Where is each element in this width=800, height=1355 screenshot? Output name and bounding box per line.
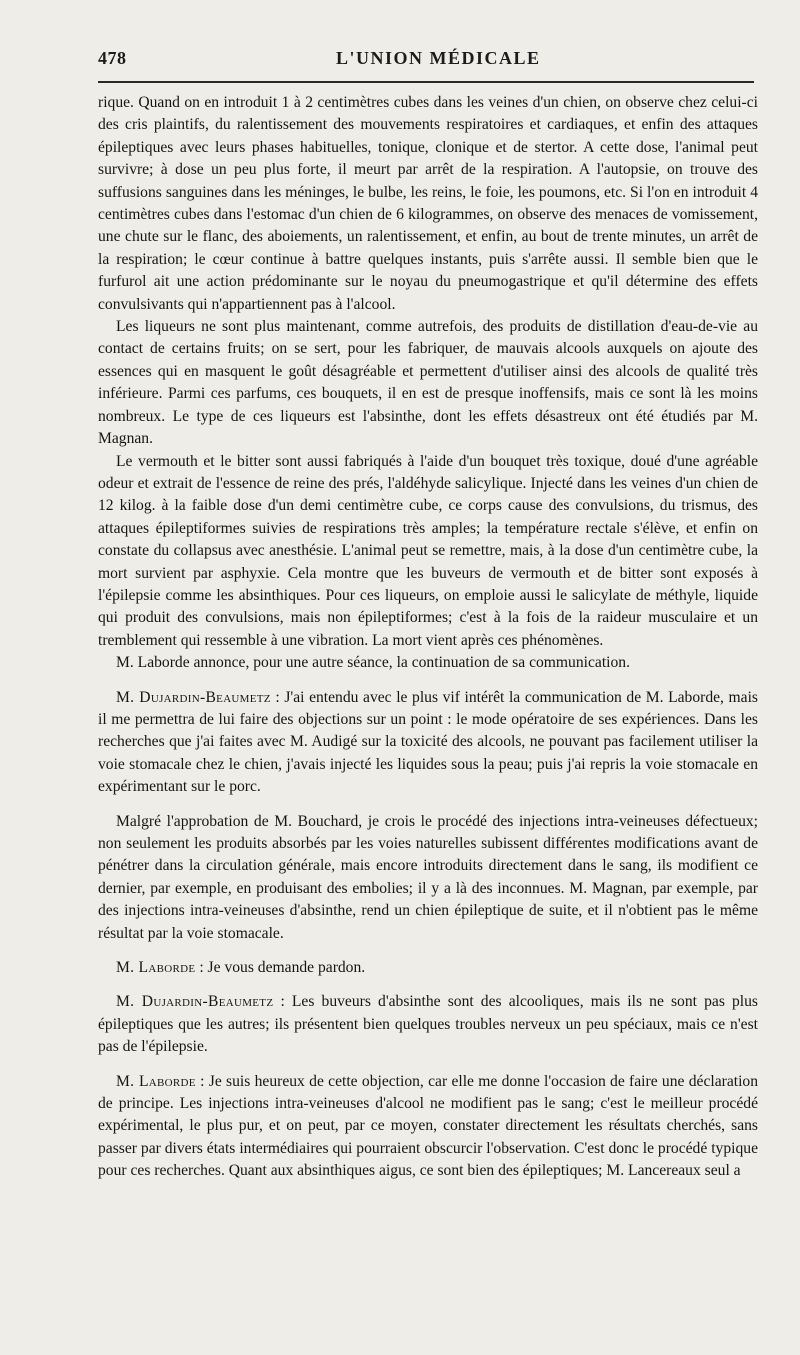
paragraph-liqueurs: Les liqueurs ne sont plus maintenant, comme autrefois, des produits de distillation d'eau-de-vie au contact de certains fruits; on se sert, pour les fabriquer, de mauvais alcools auxquels on ajoute des essences qui en masquent le goût désagréable et permettent d'utiliser ainsi des alcools de qualité très inférieure. Parmi ces parfums, ces bouquets, il en est de presque inoffensifs, mais ce sont là les moins nombreux. Le type de ces liqueurs est l'absinthe, dont les effets désastreux ont été étudiés par M. Magnan.	[98, 318, 758, 448]
speaker-name: M. Laborde	[116, 959, 196, 977]
paragraph-laborde-pardon	[98, 957, 758, 979]
paragraph-intraveineuses: Malgré l'approbation de M. Bouchard, je crois le procédé des injections intra-veineuses défectueux; non seulement les produits absorbés par les voies naturelles subissent différentes modifications avant de pénétrer dans la circulation générale, mais encore introduits directement dans le sang, ils modifient ce dernier, par exemple, en produisant des embolies; il y a là des inconnues. M. Magnan, par exemple, par des injections intra-veineuses d'absinthe, rend un chien épileptique de suite, et il n'obtient pas le même résultat par la voie stomacale.	[98, 812, 758, 942]
speech-text: : Je suis heureux de cette objection, car elle me donne l'occasion de faire une déclaration de principe. Les injections intra-veineuses d'alcool ne modifient pas le sang; c'est le meilleur procédé expérimental, le plus pur, et on peut, par ce moyen, constater directement les résultats cherchés, sans passer par divers états intermédiaires qui pourraient obscurcir l'observation. C'est donc le procédé typique pour ces recherches. Quant aux absinthiques aigus, ce sont bien des épileptiques; M. Lancereaux seul a	[98, 1072, 759, 1180]
paragraph-laborde-announcement: M. Laborde annonce, pour une autre séance, la continuation de sa communication.	[116, 654, 630, 672]
page-number: 478	[98, 48, 127, 68]
header-rule	[98, 81, 754, 83]
journal-title: L'UNION MÉDICALE	[336, 48, 541, 68]
paragraph-laborde-reply	[98, 1071, 758, 1183]
paragraph-vermouth: Le vermouth et le bitter sont aussi fabriqués à l'aide d'un bouquet très toxique, doué d'une agréable odeur et extrait de l'essence de reine des prés, l'aldéhyde salicylique. Injecté dans les veines d'un chien de 12 kilog. à la faible dose d'un demi centimètre cube, ce corps cause des convulsions, du trismus, des attaques épileptiformes suivies de respirations très amples; la température rectale s'élève, et enfin on constate du collapsus avec anesthésie. L'animal peut se remettre, mais, à la dose d'un centimètre cube, la mort survient par asphyxie. Cela montre que les buveurs de vermouth et de bitter sont exposés à l'épilepsie comme les absinthiques. Pour ces liqueurs, on emploie aussi le salicylate de méthyle, liquide qui produit des convulsions, mais non épileptiformes; c'est à la fois de la raideur musculaire et un tremblement qui ressemble à une vibration. La mort vient après ces phénomènes.	[98, 452, 758, 649]
speaker-name: M. Dujardin-Beaumetz	[116, 993, 274, 1011]
speaker-name: M. Dujardin-Beaumetz	[116, 688, 271, 706]
speech-text: : Je vous demande pardon.	[195, 959, 366, 977]
speaker-name: M. Laborde	[116, 1072, 196, 1090]
paragraph-dujardin-objection	[98, 687, 758, 799]
speech-text: : J'ai entendu avec le plus vif intérêt la communication de M. Laborde, mais il me permettra de lui faire des objections sur un point : le mode opératoire de ses expériences. Dans les recherches que j'ai faites avec M. Audigé sur la toxicité des alcools, ne pouvant pas facilement utiliser la voie stomacale chez le chien, j'avais injecté les liquides sous la peau; puis j'ai repris la voie stomacale en expérimentant sur le porc.	[98, 688, 758, 796]
paragraph-dujardin-buveurs	[98, 991, 758, 1058]
page-header	[98, 48, 754, 78]
article-body	[98, 92, 758, 1183]
paragraph-furfurol: rique. Quand on en introduit 1 à 2 centimètres cubes dans les veines d'un chien, on observe chez celui-ci des cris plaintifs, du ralentissement des mouvements respiratoires et cardiaques, et enfin des attaques épileptiques avec leurs phases habituelles, tonique, clonique et de stertor. A cette dose, l'animal peut survivre; à dose un peu plus forte, il meurt par arrêt de la respiration. A l'autopsie, on trouve des suffusions sanguines dans les méninges, le bulbe, les reins, le foie, les poumons, etc. Si l'on en introduit 4 centimètres cubes dans l'estomac d'un chien de 6 kilogrammes, on observe des menaces de vomissement, une chute sur le flanc, des aboiements, un ralentissement, et enfin, au bout de trente minutes, un arrêt de la respiration; le cœur continue à battre quelques instants, puis s'arrête aussi. Il semble bien que le furfurol ait une action prédominante sur le noyau du pneumogastrique et qu'il détermine des effets convulsivants qui n'appartiennent pas à l'alcool.	[98, 94, 758, 313]
speech-text: : Les buveurs d'absinthe sont des alcooliques, mais ils ne sont pas plus épileptiques que les autres; ils présentent bien quelques troubles nerveux un peu spéciaux, mais ce n'est pas de l'épilepsie.	[98, 993, 758, 1056]
